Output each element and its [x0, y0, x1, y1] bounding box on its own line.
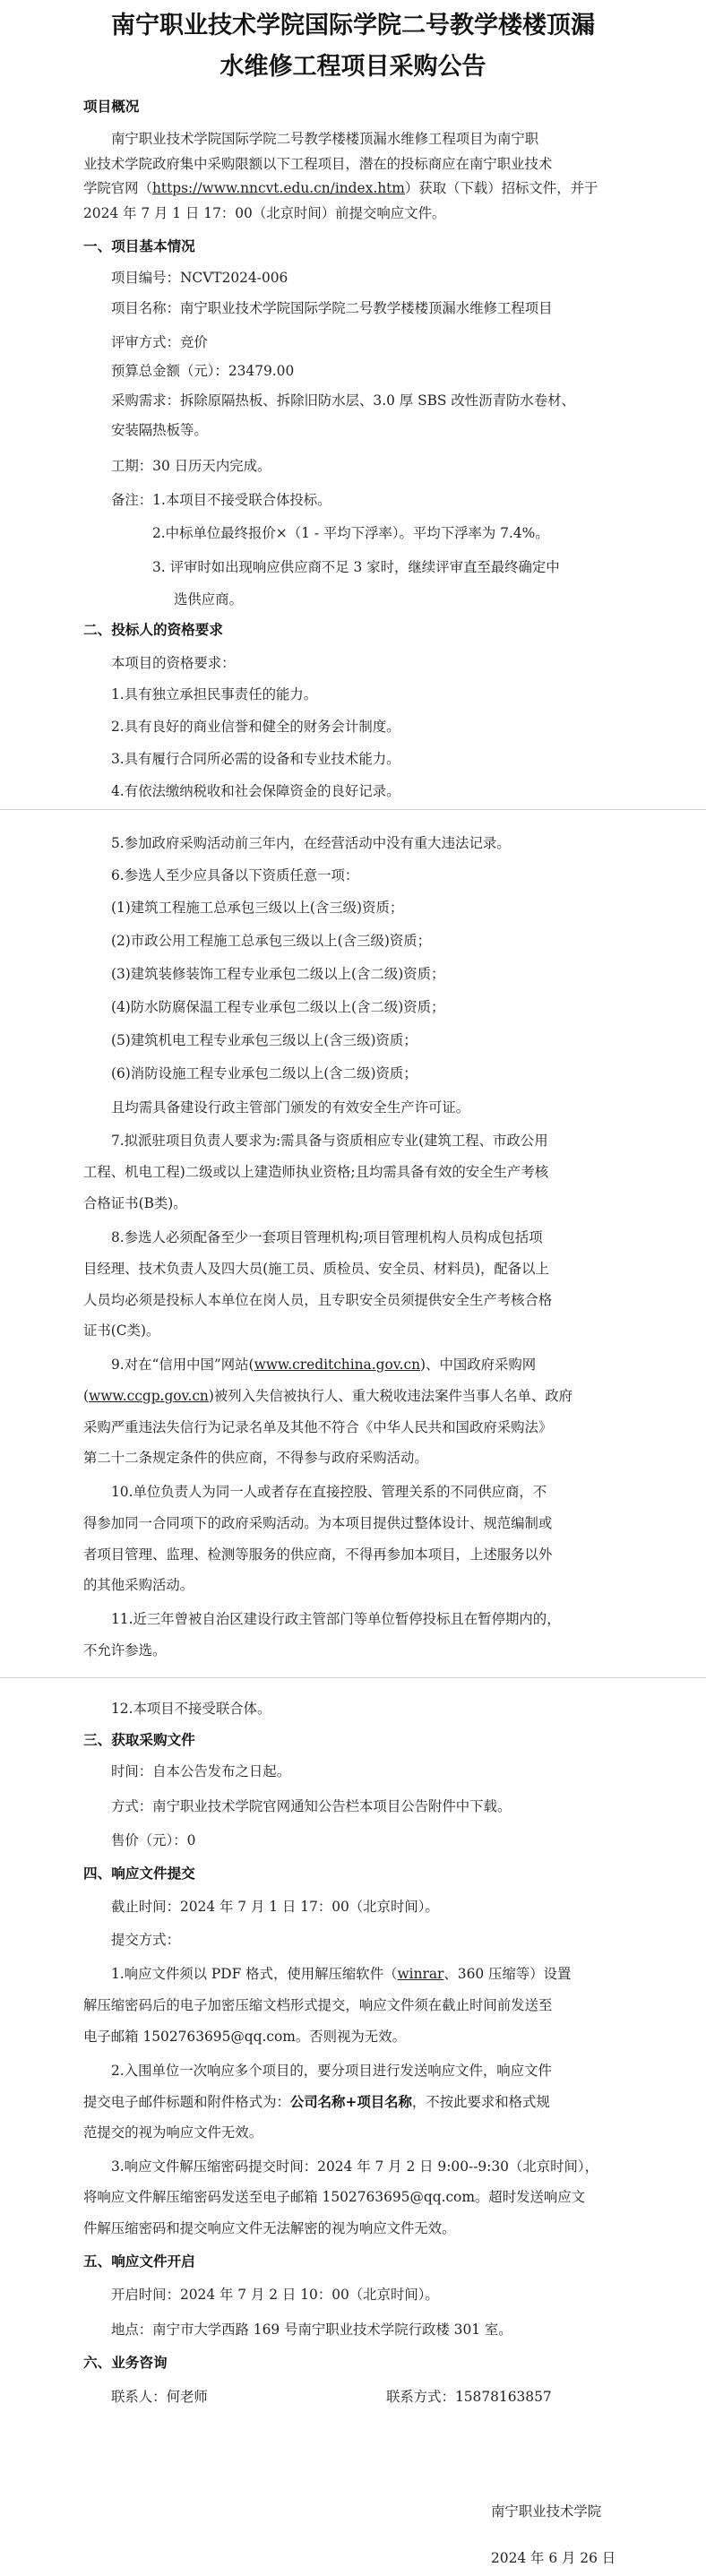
submission-rule-1-line-2: 解压缩密码后的电子加密压缩文档形式提交，响应文件须在截止时间前发送至: [83, 1997, 553, 2013]
submission-rule-2-line-3: 范提交的视为响应文件无效。: [83, 2124, 263, 2141]
requirement-2: 2.具有良好的商业信誉和健全的财务会计制度。: [111, 719, 400, 735]
safety-license-note: 且均需具备建设行政主管部门颁发的有效安全生产许可证。: [111, 1099, 470, 1116]
requirement-9-line-2: (www.ccgp.gov.cn)被列入失信被执行人、重大税收违法案件当事人名单、政府: [83, 1388, 573, 1404]
overview-line-4: 2024 年 7 月 1 日 17：00（北京时间）前提交响应文件。: [83, 205, 446, 221]
contact-phone: 联系方式：15878163857: [386, 2389, 552, 2405]
requirement-7-line-1: 7.拟派驻项目负责人要求为:需具备与资质相应专业(建筑工程、市政公用: [111, 1133, 548, 1149]
requirement-8-line-1: 8.参选人必须配备至少一套项目管理机构;项目管理机构人员构成包括项: [111, 1229, 543, 1245]
overview-line-1: 南宁职业技术学院国际学院二号教学楼楼顶漏水维修工程项目为南宁职: [111, 131, 539, 147]
submission-rule-2-line-1: 2.入围单位一次响应多个项目的，要分项目进行发送响应文件，响应文件: [111, 2063, 552, 2079]
requirement-6: 6.参选人至少应具备以下资质任意一项：: [111, 867, 359, 883]
overview-heading: 项目概况: [83, 98, 140, 115]
qualification-option-5: (5)建筑机电工程专业承包三级以上(含三级)资质；: [111, 1032, 418, 1048]
issuing-organization: 南宁职业技术学院: [491, 2503, 602, 2520]
requirement-3: 3.具有履行合同所必需的设备和专业技术能力。: [111, 751, 400, 767]
requirement-4: 4.有依法缴纳税收和社会保障资金的良好记录。: [111, 783, 400, 799]
overview-line-3: 学院官网（https://www.nncvt.edu.cn/index.htm）获取（下载）招标文件，并于: [83, 180, 598, 196]
requirement-9-line-4: 第二十二条规定条件的供应商，不得参与政府采购活动。: [83, 1450, 428, 1466]
requirement-11-line-2: 不允许参选。: [83, 1642, 167, 1658]
section-4-heading: 四、响应文件提交: [83, 1865, 195, 1882]
divider: [0, 809, 706, 810]
section-2-heading: 二、投标人的资格要求: [83, 621, 223, 638]
submission-deadline: 截止时间：2024 年 7 月 1 日 17：00（北京时间）。: [111, 1899, 439, 1915]
email-title-format: 公司名称+项目名称: [289, 2094, 412, 2110]
project-code: 项目编号：NCVT2024-006: [111, 270, 288, 286]
review-method: 评审方式：竞价: [111, 334, 208, 350]
budget-amount: 预算总金额（元）：23479.00: [111, 363, 295, 379]
creditchina-link[interactable]: www.creditchina.gov.cn: [254, 1357, 421, 1373]
opening-time: 开启时间：2024 年 7 月 2 日 10：00（北京时间）。: [111, 2287, 439, 2303]
title-line-2: 水维修工程项目采购公告: [220, 53, 486, 81]
college-website-link[interactable]: https://www.nncvt.edu.cn/index.htm: [151, 180, 405, 196]
opening-place: 地点：南宁市大学西路 169 号南宁职业技术学院行政楼 301 室。: [111, 2322, 512, 2338]
requirement-5: 5.参加政府采购活动前三年内，在经营活动中没有重大违法记录。: [111, 835, 511, 851]
requirement-1: 1.具有独立承担民事责任的能力。: [111, 686, 318, 702]
overview-line-2: 业技术学院政府集中采购限额以下工程项目，潜在的投标商应在南宁职业技术: [83, 156, 553, 172]
requirement-8-line-2: 目经理、技术负责人及四大员(施工员、质检员、安全员、材料员)，配备以上: [83, 1261, 549, 1277]
qualification-option-1: (1)建筑工程施工总承包三级以上(含三级)资质；: [111, 900, 404, 916]
qualification-option-3: (3)建筑装修装饰工程专业承包二级以上(含二级)资质；: [111, 966, 445, 982]
construction-period: 工期：30 日历天内完成。: [111, 458, 271, 474]
note-2: 2.中标单位最终报价×（1 - 平均下浮率）。平均下浮率为 7.4%。: [152, 525, 549, 541]
qualification-option-2: (2)市政公用工程施工总承包三级以上(含三级)资质；: [111, 933, 432, 949]
contact-person: 联系人：何老师: [111, 2389, 208, 2405]
requirement-10-line-4: 的其他采购活动。: [83, 1577, 194, 1593]
requirement-8-line-4: 证书(C类)。: [83, 1322, 160, 1339]
section-5-heading: 五、响应文件开启: [83, 2253, 195, 2270]
winrar-link[interactable]: winrar: [397, 1966, 444, 1982]
obtain-time: 时间：自本公告发布之日起。: [111, 1763, 291, 1779]
requirement-10-line-2: 得参加同一合同项下的政府采购活动。为本项目提供过整体设计、规范编制或: [83, 1515, 553, 1531]
requirement-10-line-1: 10.单位负责人为同一人或者存在直接控股、管理关系的不同供应商，不: [111, 1484, 547, 1500]
qualification-option-4: (4)防水防腐保温工程专业承包二级以上(含二级)资质；: [111, 999, 445, 1015]
document-price: 售价（元）：0: [111, 1832, 196, 1848]
section-1-heading: 一、项目基本情况: [83, 237, 195, 254]
submission-rule-2-line-2: 提交电子邮件标题和附件格式为：公司名称+项目名称，不按此要求和格式规: [83, 2094, 550, 2110]
submission-method: 提交方式：: [111, 1932, 180, 1948]
note-3-line-1: 3. 评审时如出现响应供应商不足 3 家时，继续评审直至最终确定中: [152, 559, 560, 575]
qualification-intro: 本项目的资格要求：: [111, 655, 236, 671]
submission-rule-3-line-2: 将响应文件解压缩密码发送至电子邮箱 1502763695@qq.com。超时发送响应文: [83, 2189, 586, 2205]
page-title: [0, 5, 706, 88]
issue-date: 2024 年 6 月 26 日: [491, 2550, 616, 2566]
project-name: 项目名称：南宁职业技术学院国际学院二号教学楼楼顶漏水维修工程项目: [111, 300, 553, 316]
submission-rule-3-line-1: 3.响应文件解压缩密码提交时间：2024 年 7 月 2 日 9:00--9:30（北京时间），: [111, 2158, 598, 2175]
qualification-option-6: (6)消防设施工程专业承包二级以上(含二级)资质；: [111, 1065, 418, 1081]
requirement-10-line-3: 者项目管理、监理、检测等服务的供应商，不得再参加本项目，上述服务以外: [83, 1546, 553, 1563]
submission-rule-1-line-1: 1.响应文件须以 PDF 格式，使用解压缩软件（winrar、360 压缩等）设置: [111, 1966, 572, 1982]
requirement-8-line-3: 人员均必须是投标人本单位在岗人员，且专职安全员须提供安全生产考核合格: [83, 1292, 553, 1308]
demand-line-1: 采购需求：拆除原隔热板、拆除旧防水层、3.0 厚 SBS 改性沥青防水卷材、: [111, 392, 575, 409]
requirement-12: 12.本项目不接受联合体。: [111, 1701, 271, 1717]
obtain-method: 方式：南宁职业技术学院官网通知公告栏本项目公告附件中下载。: [111, 1798, 512, 1814]
title-line-1: 南宁职业技术学院国际学院二号教学楼楼顶漏: [111, 12, 595, 39]
submission-rule-1-line-3: 电子邮箱 1502763695@qq.com。否则视为无效。: [83, 2029, 406, 2045]
divider: [0, 1677, 706, 1678]
requirement-11-line-1: 11.近三年曾被自治区建设行政主管部门等单位暂停投标且在暂停期内的，: [111, 1611, 561, 1627]
ccgp-link[interactable]: www.ccgp.gov.cn: [89, 1388, 209, 1404]
requirement-9-line-1: 9.对在“信用中国”网站(www.creditchina.gov.cn)、中国政府采购网: [111, 1357, 537, 1373]
requirement-7-line-2: 工程、机电工程)二级或以上建造师执业资格;且均需具备有效的安全生产考核: [83, 1164, 549, 1180]
submission-rule-3-line-3: 件解压缩密码和提交响应文件无法解密的视为响应文件无效。: [83, 2220, 456, 2236]
requirement-9-line-3: 采购严重违法失信行为记录名单及其他不符合《中华人民共和国政府采购法》: [83, 1419, 553, 1435]
note-3-line-2: 选供应商。: [174, 591, 243, 607]
section-3-heading: 三、获取采购文件: [83, 1731, 195, 1748]
demand-line-2: 安装隔热板等。: [111, 422, 208, 438]
note-1: 备注：1.本项目不接受联合体投标。: [111, 492, 331, 508]
requirement-7-line-3: 合格证书(B类)。: [83, 1195, 187, 1211]
section-6-heading: 六、业务咨询: [83, 2354, 168, 2371]
